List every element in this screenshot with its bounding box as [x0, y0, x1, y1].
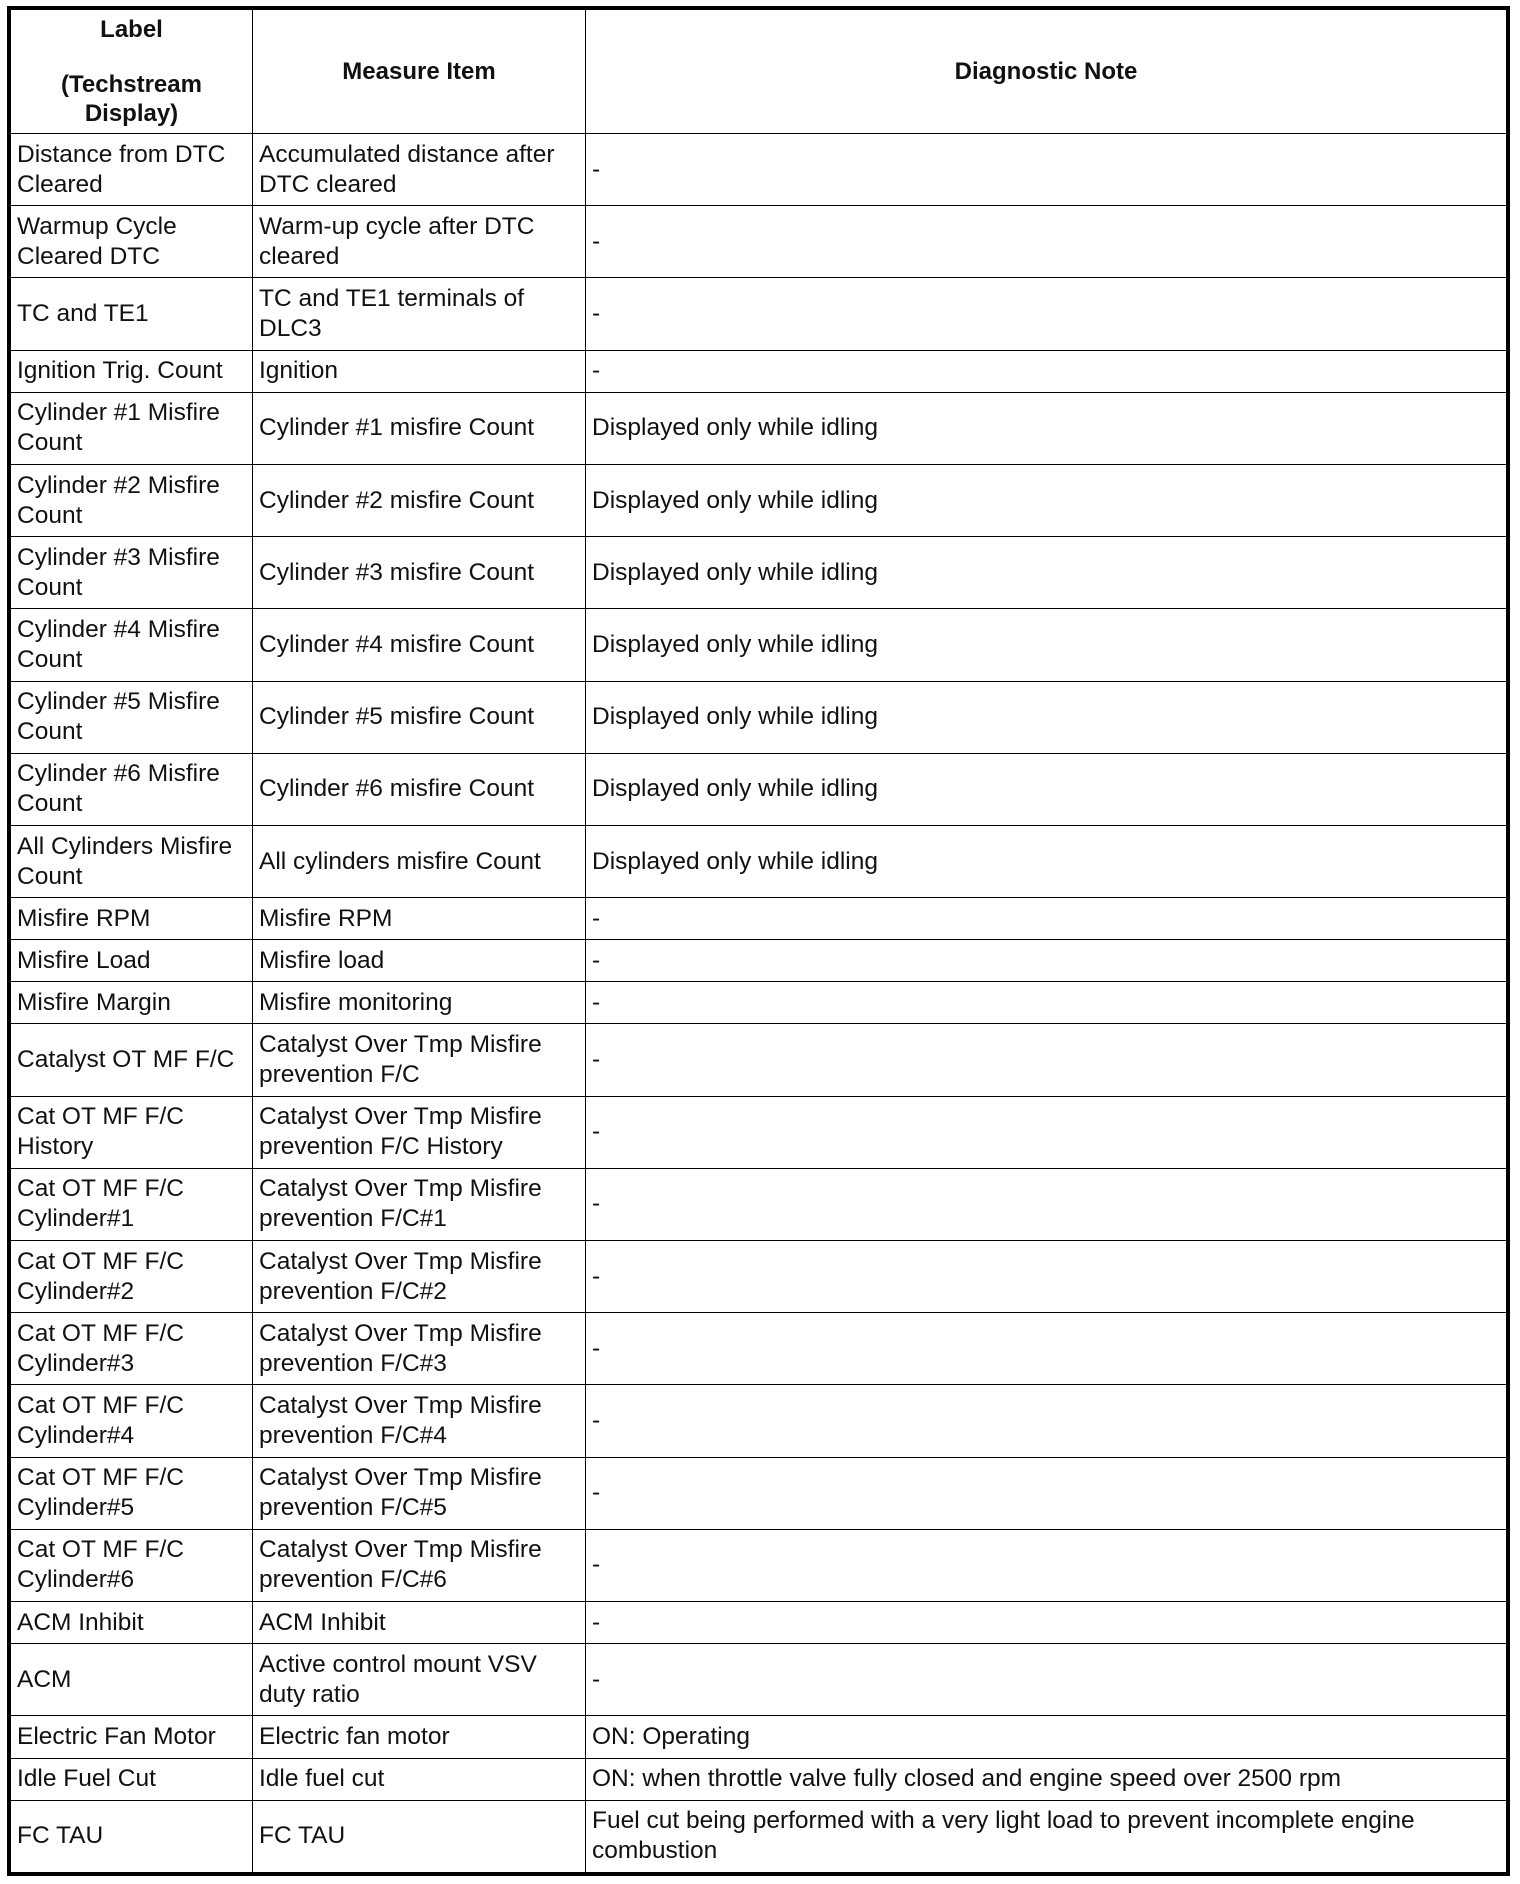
cell-label: Misfire Load: [11, 940, 253, 982]
cell-diagnostic-note: -: [586, 940, 1507, 982]
cell-measure-item: Cylinder #5 misfire Count: [253, 681, 586, 753]
cell-measure-item: Misfire load: [253, 940, 586, 982]
cell-label: Cat OT MF F/C Cylinder#4: [11, 1385, 253, 1457]
cell-label: Cylinder #6 Misfire Count: [11, 753, 253, 825]
label-header-line-2: (Techstream: [61, 71, 202, 98]
cell-measure-item: Catalyst Over Tmp Misfire prevention F/C#1: [253, 1168, 586, 1240]
label-header-line-3: Display): [84, 100, 179, 127]
data-list-table: [10, 9, 1507, 1873]
cell-diagnostic-note: Displayed only while idling: [586, 537, 1507, 609]
cell-diagnostic-note: -: [586, 898, 1507, 940]
cell-measure-item: Catalyst Over Tmp Misfire prevention F/C#5: [253, 1457, 586, 1529]
table-header-row: [11, 10, 1507, 134]
cell-measure-item: Misfire RPM: [253, 898, 586, 940]
table-row: [11, 206, 1507, 278]
cell-measure-item: FC TAU: [253, 1800, 586, 1872]
cell-measure-item: Accumulated distance after DTC cleared: [253, 134, 586, 206]
cell-measure-item: TC and TE1 terminals of DLC3: [253, 278, 586, 350]
table-row: [11, 609, 1507, 681]
table-row: [11, 1602, 1507, 1644]
cell-diagnostic-note: Displayed only while idling: [586, 681, 1507, 753]
cell-measure-item: ACM Inhibit: [253, 1602, 586, 1644]
cell-label: Cylinder #4 Misfire Count: [11, 609, 253, 681]
cell-label: Cat OT MF F/C Cylinder#6: [11, 1529, 253, 1601]
cell-label: ACM: [11, 1644, 253, 1716]
cell-diagnostic-note: -: [586, 1313, 1507, 1385]
cell-diagnostic-note: Displayed only while idling: [586, 392, 1507, 464]
cell-label: TC and TE1: [11, 278, 253, 350]
cell-measure-item: Catalyst Over Tmp Misfire prevention F/C#3: [253, 1313, 586, 1385]
table-row: [11, 278, 1507, 350]
table-row: [11, 1529, 1507, 1601]
cell-label: Cylinder #5 Misfire Count: [11, 681, 253, 753]
cell-label: Distance from DTC Cleared: [11, 134, 253, 206]
cell-label: Cat OT MF F/C History: [11, 1096, 253, 1168]
table-row: [11, 1096, 1507, 1168]
cell-diagnostic-note: -: [586, 1644, 1507, 1716]
cell-diagnostic-note: ON: Operating: [586, 1716, 1507, 1758]
cell-diagnostic-note: -: [586, 350, 1507, 392]
table-row: [11, 134, 1507, 206]
table-row: [11, 392, 1507, 464]
label-header-line-1: Label: [100, 16, 163, 43]
table-row: [11, 1758, 1507, 1800]
cell-diagnostic-note: -: [586, 278, 1507, 350]
cell-diagnostic-note: ON: when throttle valve fully closed and engine speed over 2500 rpm: [586, 1758, 1507, 1800]
cell-label: Catalyst OT MF F/C: [11, 1024, 253, 1096]
cell-diagnostic-note: Displayed only while idling: [586, 825, 1507, 897]
cell-diagnostic-note: -: [586, 206, 1507, 278]
cell-measure-item: Misfire monitoring: [253, 982, 586, 1024]
cell-diagnostic-note: -: [586, 134, 1507, 206]
table-row: [11, 1241, 1507, 1313]
cell-measure-item: Catalyst Over Tmp Misfire prevention F/C#2: [253, 1241, 586, 1313]
cell-diagnostic-note: Displayed only while idling: [586, 464, 1507, 536]
cell-diagnostic-note: -: [586, 1096, 1507, 1168]
cell-label: Misfire Margin: [11, 982, 253, 1024]
cell-diagnostic-note: -: [586, 1385, 1507, 1457]
cell-label: FC TAU: [11, 1800, 253, 1872]
cell-diagnostic-note: -: [586, 1457, 1507, 1529]
cell-label: Cat OT MF F/C Cylinder#3: [11, 1313, 253, 1385]
cell-diagnostic-note: -: [586, 1529, 1507, 1601]
cell-label: Cylinder #1 Misfire Count: [11, 392, 253, 464]
cell-label: Cylinder #2 Misfire Count: [11, 464, 253, 536]
cell-measure-item: All cylinders misfire Count: [253, 825, 586, 897]
cell-diagnostic-note: -: [586, 1241, 1507, 1313]
cell-label: Warmup Cycle Cleared DTC: [11, 206, 253, 278]
cell-measure-item: Ignition: [253, 350, 586, 392]
cell-label: All Cylinders Misfire Count: [11, 825, 253, 897]
cell-diagnostic-note: -: [586, 1024, 1507, 1096]
cell-measure-item: Cylinder #6 misfire Count: [253, 753, 586, 825]
table-row: [11, 1024, 1507, 1096]
table-row: [11, 1385, 1507, 1457]
cell-label: Cat OT MF F/C Cylinder#2: [11, 1241, 253, 1313]
table-row: [11, 1313, 1507, 1385]
cell-measure-item: Cylinder #3 misfire Count: [253, 537, 586, 609]
column-header-diagnostic-note: Diagnostic Note: [586, 10, 1507, 134]
cell-measure-item: Warm-up cycle after DTC cleared: [253, 206, 586, 278]
table-row: [11, 464, 1507, 536]
label-header-gap: [17, 44, 246, 70]
table-row: [11, 1457, 1507, 1529]
cell-measure-item: Cylinder #1 misfire Count: [253, 392, 586, 464]
table-row: [11, 982, 1507, 1024]
table-row: [11, 940, 1507, 982]
cell-diagnostic-note: -: [586, 1168, 1507, 1240]
cell-measure-item: Electric fan motor: [253, 1716, 586, 1758]
table-row: [11, 898, 1507, 940]
cell-diagnostic-note: Displayed only while idling: [586, 609, 1507, 681]
cell-measure-item: Catalyst Over Tmp Misfire prevention F/C#6: [253, 1529, 586, 1601]
cell-measure-item: Catalyst Over Tmp Misfire prevention F/C: [253, 1024, 586, 1096]
cell-diagnostic-note: -: [586, 1602, 1507, 1644]
cell-diagnostic-note: Displayed only while idling: [586, 753, 1507, 825]
table-body: [11, 134, 1507, 1873]
cell-label: Electric Fan Motor: [11, 1716, 253, 1758]
cell-label: Misfire RPM: [11, 898, 253, 940]
cell-label: Cat OT MF F/C Cylinder#1: [11, 1168, 253, 1240]
table-row: [11, 537, 1507, 609]
cell-label: Idle Fuel Cut: [11, 1758, 253, 1800]
cell-label: Cat OT MF F/C Cylinder#5: [11, 1457, 253, 1529]
cell-label: ACM Inhibit: [11, 1602, 253, 1644]
table-row: [11, 1168, 1507, 1240]
column-header-label: [11, 10, 253, 134]
cell-measure-item: Cylinder #2 misfire Count: [253, 464, 586, 536]
table-row: [11, 1716, 1507, 1758]
table-row: [11, 350, 1507, 392]
table-row: [11, 753, 1507, 825]
cell-measure-item: Active control mount VSV duty ratio: [253, 1644, 586, 1716]
cell-measure-item: Idle fuel cut: [253, 1758, 586, 1800]
data-list-table-frame: [7, 6, 1510, 1876]
cell-measure-item: Catalyst Over Tmp Misfire prevention F/C#4: [253, 1385, 586, 1457]
cell-diagnostic-note: -: [586, 982, 1507, 1024]
table-row: [11, 1644, 1507, 1716]
column-header-measure-item: Measure Item: [253, 10, 586, 134]
table-row: [11, 825, 1507, 897]
cell-measure-item: Cylinder #4 misfire Count: [253, 609, 586, 681]
cell-label: Cylinder #3 Misfire Count: [11, 537, 253, 609]
cell-diagnostic-note: Fuel cut being performed with a very light load to prevent incomplete engine combustion: [586, 1800, 1507, 1872]
cell-label: Ignition Trig. Count: [11, 350, 253, 392]
table-row: [11, 1800, 1507, 1872]
table-row: [11, 681, 1507, 753]
cell-measure-item: Catalyst Over Tmp Misfire prevention F/C History: [253, 1096, 586, 1168]
